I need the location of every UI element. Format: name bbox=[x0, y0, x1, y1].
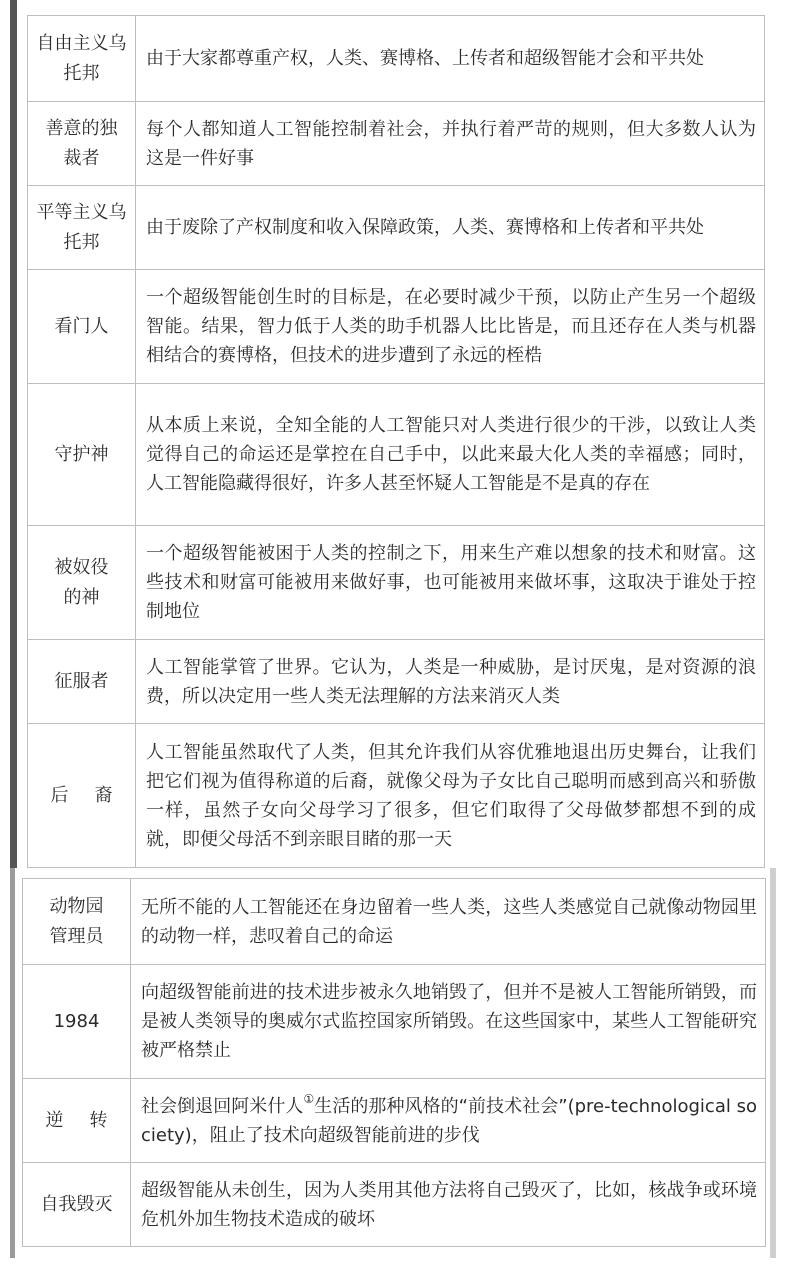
scenario-table-top bbox=[27, 15, 765, 868]
table-row bbox=[28, 526, 765, 640]
table-row bbox=[28, 640, 765, 724]
row-description: 由于废除了产权制度和收入保障政策，人类、赛博格和上传者和平共处 bbox=[136, 186, 765, 270]
row-description: 从本质上来说，全知全能的人工智能只对人类进行很少的干涉，以致让人类觉得自己的命运还是掌控在自己手中，以此来最大化人类的幸福感；同时，人工智能隐藏得很好，许多人甚至怀疑人工智能是不是真的存在 bbox=[136, 384, 765, 526]
row-description: 一个超级智能被困于人类的控制之下，用来生产难以想象的技术和财富。这些技术和财富可能被用来做好事，也可能被用来做坏事，这取决于谁处于控制地位 bbox=[136, 526, 765, 640]
row-label: 动物园管理员 bbox=[23, 879, 131, 965]
row-label: 自我毁灭 bbox=[23, 1163, 131, 1247]
table-row bbox=[23, 1163, 766, 1247]
row-label: 自由主义乌托邦 bbox=[28, 16, 136, 102]
row-label: 被奴役的神 bbox=[28, 526, 136, 640]
table-row bbox=[23, 1079, 766, 1163]
table-row bbox=[28, 270, 765, 384]
table-row bbox=[28, 16, 765, 102]
footnote-marker: ① bbox=[303, 1091, 315, 1106]
row-label: 守护神 bbox=[28, 384, 136, 526]
row-label: 逆转 bbox=[23, 1079, 131, 1163]
table-row bbox=[23, 965, 766, 1079]
row-description: 无所不能的人工智能还在身边留着一些人类，这些人类感觉自己就像动物园里的动物一样，悲叹着自己的命运 bbox=[131, 879, 766, 965]
row-description: 向超级智能前进的技术进步被永久地销毁了，但并不是被人工智能所销毁，而是被人类领导的奥威尔式监控国家所销毁。在这些国家中，某些人工智能研究被严格禁止 bbox=[131, 965, 766, 1079]
row-description: 社会倒退回阿米什人①生活的那种风格的“前技术社会”(pre-technological society)，阻止了技术向超级智能前进的步伐 bbox=[131, 1079, 766, 1163]
row-description: 一个超级智能创生时的目标是，在必要时减少干预，以防止产生另一个超级智能。结果，智力低于人类的助手机器人比比皆是，而且还存在人类与机器相结合的赛博格，但技术的进步遭到了永远的桎梏 bbox=[136, 270, 765, 384]
row-description: 人工智能掌管了世界。它认为，人类是一种威胁，是讨厌鬼，是对资源的浪费，所以决定用一些人类无法理解的方法来消灭人类 bbox=[136, 640, 765, 724]
left-border-bar-dark bbox=[10, 0, 17, 868]
row-description: 每个人都知道人工智能控制着社会，并执行着严苛的规则，但大多数人认为这是一件好事 bbox=[136, 102, 765, 186]
table-row bbox=[28, 186, 765, 270]
row-label: 看门人 bbox=[28, 270, 136, 384]
table-row bbox=[28, 384, 765, 526]
table-row bbox=[28, 102, 765, 186]
row-label: 平等主义乌托邦 bbox=[28, 186, 136, 270]
row-description: 超级智能从未创生，因为人类用其他方法将自己毁灭了，比如，核战争或环境危机外加生物技术造成的破坏 bbox=[131, 1163, 766, 1247]
row-label: 1984 bbox=[23, 965, 131, 1079]
table-row bbox=[23, 879, 766, 965]
table-row bbox=[28, 724, 765, 868]
left-border-bar-light bbox=[10, 868, 15, 1258]
row-description: 由于大家都尊重产权，人类、赛博格、上传者和超级智能才会和平共处 bbox=[136, 16, 765, 102]
row-label: 善意的独裁者 bbox=[28, 102, 136, 186]
row-description: 人工智能虽然取代了人类，但其允许我们从容优雅地退出历史舞台，让我们把它们视为值得称道的后裔，就像父母为子女比自己聪明而感到高兴和骄傲一样，虽然子女向父母学习了很多，但它们取得了父母做梦都想不到的成就，即便父母活不到亲眼目睹的那一天 bbox=[136, 724, 765, 868]
row-label: 征服者 bbox=[28, 640, 136, 724]
row-label: 后裔 bbox=[28, 724, 136, 868]
scenario-table-bottom bbox=[22, 878, 766, 1247]
right-border-bar bbox=[770, 868, 776, 1258]
